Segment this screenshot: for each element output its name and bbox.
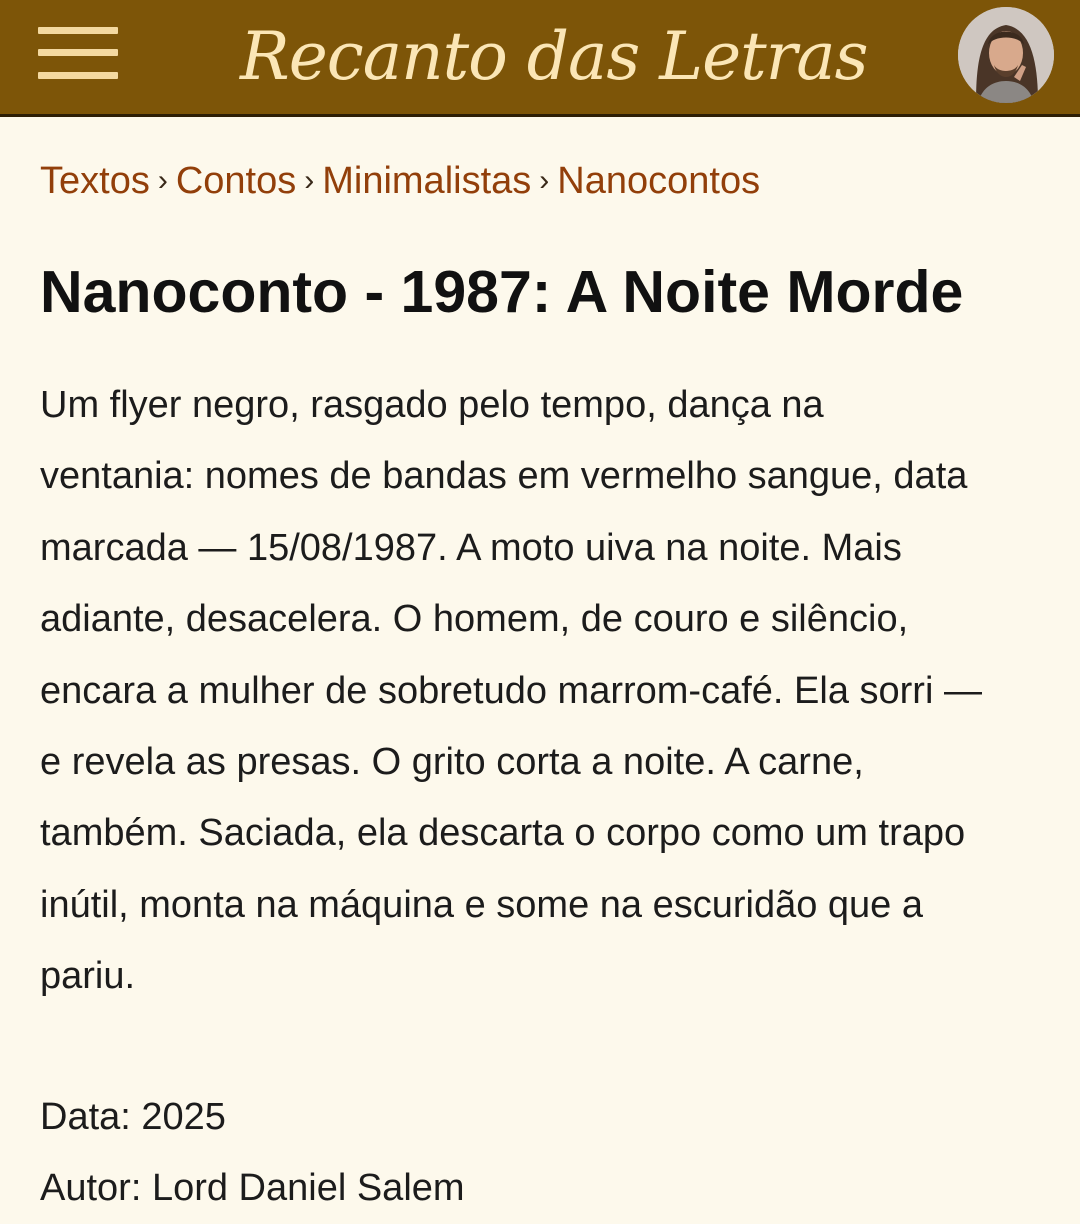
menu-bar-top (38, 27, 118, 34)
breadcrumb-item-minimalistas[interactable]: Minimalistas (322, 160, 532, 202)
story-body (40, 370, 1050, 1013)
menu-bar-middle (38, 49, 118, 56)
app-header (0, 0, 1080, 117)
breadcrumb-separator: › (539, 164, 550, 197)
avatar-icon (958, 7, 1054, 103)
story-line: inútil, monta na máquina e some na escuridão que a (40, 883, 923, 926)
story-line: também. Saciada, ela descarta o corpo como um trapo (40, 812, 966, 855)
site-logo[interactable]: Recanto das Letras (240, 18, 868, 95)
story-line: ventania: nomes de bandas em vermelho sangue, data (40, 455, 968, 498)
page-title: Nanoconto - 1987: A Noite Morde (40, 259, 964, 325)
story-line: adiante, desacelera. O homem, de couro e silêncio, (40, 598, 909, 641)
breadcrumb-item-nanocontos[interactable]: Nanocontos (557, 160, 761, 202)
breadcrumb-item-contos[interactable]: Contos (175, 160, 297, 202)
breadcrumb-item-textos[interactable]: Textos (40, 160, 150, 202)
story-line: pariu. (40, 955, 136, 998)
story-line: Um flyer negro, rasgado pelo tempo, dança na (40, 384, 824, 426)
breadcrumb-separator: › (304, 164, 315, 197)
hamburger-menu-icon[interactable] (38, 27, 120, 83)
breadcrumb (40, 156, 760, 209)
story-line: e revela as presas. O grito corta a noite. A carne, (40, 741, 864, 784)
user-avatar[interactable] (958, 7, 1054, 103)
story-line: marcada — 15/08/1987. A moto uiva na noite. Mais (40, 526, 902, 569)
menu-bar-bottom (38, 72, 118, 79)
date-line: Data: 2025 (40, 1096, 226, 1138)
story-line: encara a mulher de sobretudo marrom-café. Ela sorri — (40, 669, 982, 712)
breadcrumb-separator: › (157, 164, 168, 197)
author-line: Autor: Lord Daniel Salem (40, 1167, 465, 1209)
article-meta (40, 1082, 465, 1224)
